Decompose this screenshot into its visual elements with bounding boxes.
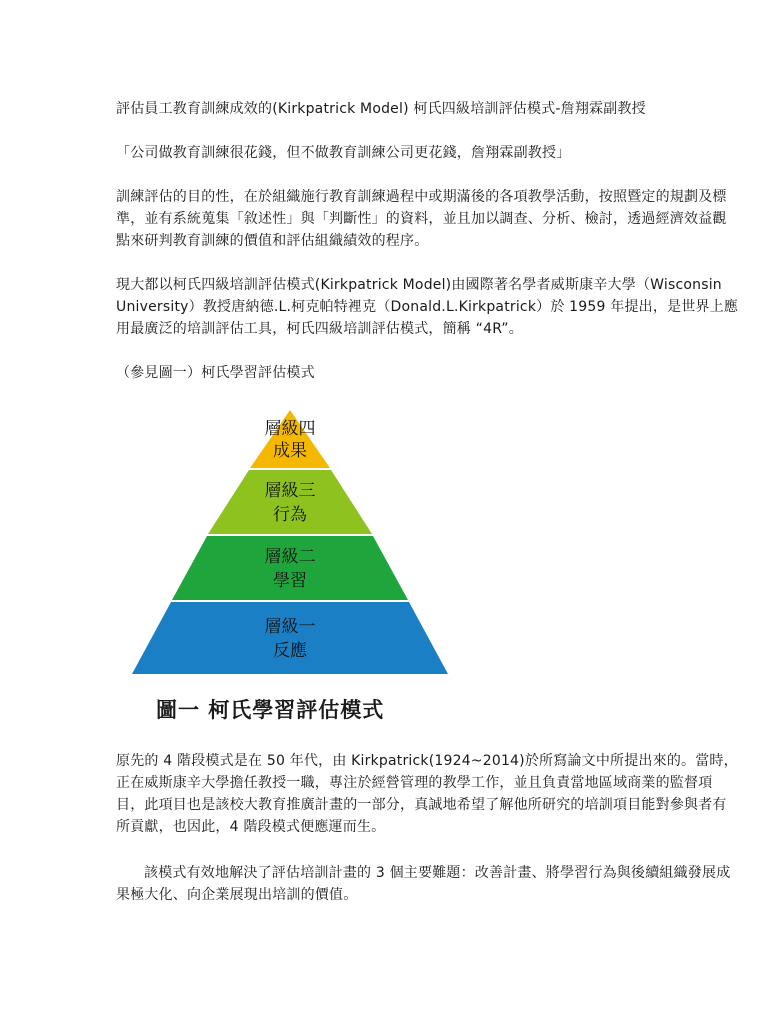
- paragraph-model-origin: 原先的 4 階段模式是在 50 年代，由 Kirkpatrick(1924~2014)於所寫論文中所提出來的。當時，正在威斯康辛大學擔任教授一職，專注於經營管理的教學工作，並且負責當地區域商業的監督項目，此項目也是該校大教育推廣計畫的一部分，真誠地希望了解他所研究的培訓項目能對參與者有所貢獻，也因此，4 階段模式便應運而生。: [116, 753, 738, 835]
- pyramid-level-1-title: 層級一: [264, 617, 316, 637]
- paragraph-kirkpatrick-intro: 現大都以柯氏四級培訓評估模式(Kirkpatrick Model)由國際著名學者威斯康辛大學（Wisconsin University）教授唐納德.L.柯克帕特裡克（Donald.L.Kirkpatrick）於 1959 年提出，是世界上應用最廣泛的培訓評估工具，柯氏四級培訓評估模式，簡稱 “4R”。: [116, 277, 739, 337]
- pyramid-level-3-label: 行為: [273, 505, 307, 525]
- pyramid-level-3-title: 層級三: [264, 481, 316, 501]
- paragraph-model-benefits: 該模式有效地解決了評估培訓計畫的 3 個主要難題：改善計畫、將學習行為與後續組織發展成果極大化、向企業展現出培訓的價值。: [116, 865, 731, 903]
- pyramid-level-4-title: 層級四: [264, 419, 316, 439]
- document-title: 評估員工教育訓練成效的(Kirkpatrick Model) 柯氏四級培訓評估模式-詹翔霖副教授: [116, 101, 646, 117]
- pyramid-level-1: [132, 602, 448, 674]
- pyramid-level-2-title: 層級二: [264, 547, 316, 567]
- paragraph-training-purpose: 訓練評估的目的性，在於組織施行教育訓練過程中或期滿後的各項教學活動，按照暨定的規劃及標準，並有系統蒐集「敘述性」與「判斷性」的資料，並且加以調查、分析、檢討，透過經濟效益觀點來研判教育訓練的價值和評估組織績效的程序。: [116, 189, 727, 249]
- quote-line: 「公司做教育訓練很花錢，但不做教育訓練公司更花錢，詹翔霖副教授」: [116, 145, 571, 161]
- pyramid-level-4-label: 成果: [273, 441, 307, 461]
- figure-reference: （參見圖一）柯氏學習評估模式: [116, 365, 315, 381]
- figure-caption: 圖一 柯氏學習評估模式: [156, 698, 385, 722]
- pyramid-level-1-label: 反應: [273, 641, 307, 661]
- pyramid-level-2-label: 學習: [273, 571, 307, 591]
- kirkpatrick-pyramid: [128, 410, 452, 678]
